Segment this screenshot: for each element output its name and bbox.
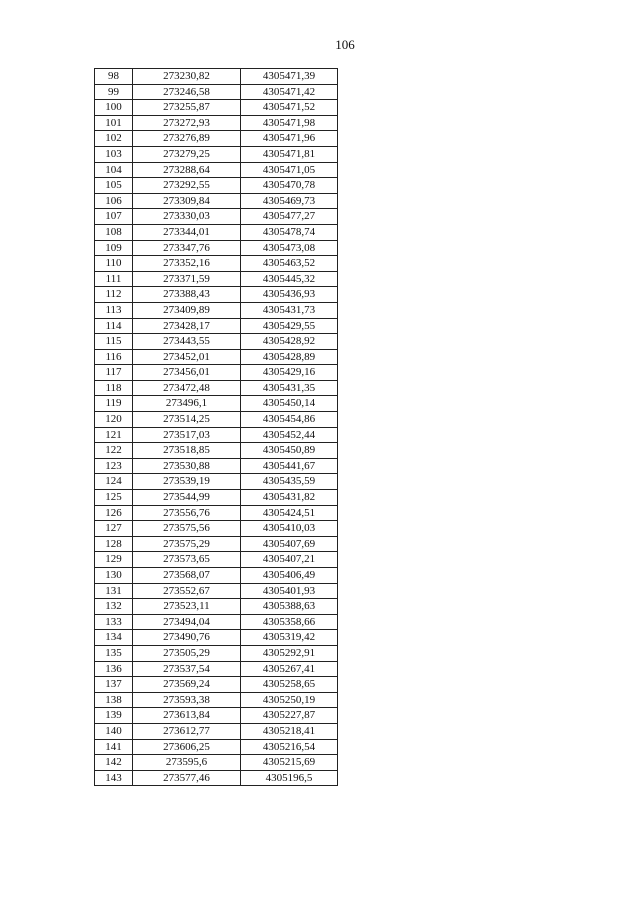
x-coordinate-cell: 273292,55 — [133, 178, 241, 194]
point-number-cell: 138 — [95, 692, 133, 708]
x-coordinate-cell: 273568,07 — [133, 568, 241, 584]
table-row — [95, 131, 338, 147]
table-row — [95, 146, 338, 162]
y-coordinate-cell: 4305469,73 — [241, 193, 338, 209]
y-coordinate-cell: 4305473,08 — [241, 240, 338, 256]
coordinates-table — [94, 68, 338, 786]
y-coordinate-cell: 4305429,55 — [241, 318, 338, 334]
table-row — [95, 505, 338, 521]
table-row — [95, 256, 338, 272]
point-number-cell: 112 — [95, 287, 133, 303]
y-coordinate-cell: 4305216,54 — [241, 739, 338, 755]
x-coordinate-cell: 273518,85 — [133, 443, 241, 459]
table-row — [95, 708, 338, 724]
y-coordinate-cell: 4305431,82 — [241, 490, 338, 506]
x-coordinate-cell: 273288,64 — [133, 162, 241, 178]
point-number-cell: 130 — [95, 568, 133, 584]
y-coordinate-cell: 4305319,42 — [241, 630, 338, 646]
y-coordinate-cell: 4305435,59 — [241, 474, 338, 490]
x-coordinate-cell: 273496,1 — [133, 396, 241, 412]
x-coordinate-cell: 273255,87 — [133, 100, 241, 116]
point-number-cell: 127 — [95, 521, 133, 537]
x-coordinate-cell: 273577,46 — [133, 770, 241, 786]
table-row — [95, 614, 338, 630]
table-row — [95, 69, 338, 85]
table-row — [95, 770, 338, 786]
y-coordinate-cell: 4305471,42 — [241, 84, 338, 100]
point-number-cell: 135 — [95, 645, 133, 661]
table-row — [95, 490, 338, 506]
point-number-cell: 111 — [95, 271, 133, 287]
x-coordinate-cell: 273409,89 — [133, 302, 241, 318]
y-coordinate-cell: 4305410,03 — [241, 521, 338, 537]
y-coordinate-cell: 4305358,66 — [241, 614, 338, 630]
point-number-cell: 98 — [95, 69, 133, 85]
y-coordinate-cell: 4305267,41 — [241, 661, 338, 677]
x-coordinate-cell: 273443,55 — [133, 334, 241, 350]
y-coordinate-cell: 4305424,51 — [241, 505, 338, 521]
x-coordinate-cell: 273371,59 — [133, 271, 241, 287]
x-coordinate-cell: 273494,04 — [133, 614, 241, 630]
y-coordinate-cell: 4305471,52 — [241, 100, 338, 116]
y-coordinate-cell: 4305428,89 — [241, 349, 338, 365]
point-number-cell: 99 — [95, 84, 133, 100]
y-coordinate-cell: 4305450,14 — [241, 396, 338, 412]
point-number-cell: 118 — [95, 380, 133, 396]
x-coordinate-cell: 273276,89 — [133, 131, 241, 147]
table-row — [95, 209, 338, 225]
y-coordinate-cell: 4305250,19 — [241, 692, 338, 708]
x-coordinate-cell: 273347,76 — [133, 240, 241, 256]
x-coordinate-cell: 273514,25 — [133, 412, 241, 428]
y-coordinate-cell: 4305471,96 — [241, 131, 338, 147]
point-number-cell: 122 — [95, 443, 133, 459]
point-number-cell: 124 — [95, 474, 133, 490]
y-coordinate-cell: 4305388,63 — [241, 599, 338, 615]
x-coordinate-cell: 273575,56 — [133, 521, 241, 537]
x-coordinate-cell: 273595,6 — [133, 755, 241, 771]
table-row — [95, 349, 338, 365]
x-coordinate-cell: 273537,54 — [133, 661, 241, 677]
table-row — [95, 599, 338, 615]
table-row — [95, 178, 338, 194]
y-coordinate-cell: 4305218,41 — [241, 723, 338, 739]
y-coordinate-cell: 4305406,49 — [241, 568, 338, 584]
y-coordinate-cell: 4305436,93 — [241, 287, 338, 303]
table-row — [95, 427, 338, 443]
table-row — [95, 723, 338, 739]
point-number-cell: 142 — [95, 755, 133, 771]
y-coordinate-cell: 4305470,78 — [241, 178, 338, 194]
x-coordinate-cell: 273352,16 — [133, 256, 241, 272]
point-number-cell: 137 — [95, 677, 133, 693]
table-row — [95, 536, 338, 552]
y-coordinate-cell: 4305477,27 — [241, 209, 338, 225]
table-row — [95, 755, 338, 771]
y-coordinate-cell: 4305471,39 — [241, 69, 338, 85]
y-coordinate-cell: 4305431,35 — [241, 380, 338, 396]
point-number-cell: 115 — [95, 334, 133, 350]
point-number-cell: 117 — [95, 365, 133, 381]
table-row — [95, 521, 338, 537]
y-coordinate-cell: 4305452,44 — [241, 427, 338, 443]
point-number-cell: 140 — [95, 723, 133, 739]
point-number-cell: 131 — [95, 583, 133, 599]
point-number-cell: 121 — [95, 427, 133, 443]
y-coordinate-cell: 4305471,98 — [241, 115, 338, 131]
x-coordinate-cell: 273272,93 — [133, 115, 241, 131]
page-number: 106 — [335, 37, 355, 52]
point-number-cell: 101 — [95, 115, 133, 131]
table-row — [95, 115, 338, 131]
table-row — [95, 552, 338, 568]
point-number-cell: 125 — [95, 490, 133, 506]
point-number-cell: 106 — [95, 193, 133, 209]
x-coordinate-cell: 273606,25 — [133, 739, 241, 755]
y-coordinate-cell: 4305401,93 — [241, 583, 338, 599]
x-coordinate-cell: 273573,65 — [133, 552, 241, 568]
y-coordinate-cell: 4305428,92 — [241, 334, 338, 350]
point-number-cell: 109 — [95, 240, 133, 256]
point-number-cell: 120 — [95, 412, 133, 428]
point-number-cell: 107 — [95, 209, 133, 225]
point-number-cell: 100 — [95, 100, 133, 116]
point-number-cell: 128 — [95, 536, 133, 552]
point-number-cell: 113 — [95, 302, 133, 318]
y-coordinate-cell: 4305445,32 — [241, 271, 338, 287]
table-row — [95, 240, 338, 256]
y-coordinate-cell: 4305227,87 — [241, 708, 338, 724]
x-coordinate-cell: 273530,88 — [133, 458, 241, 474]
table-row — [95, 645, 338, 661]
table-row — [95, 365, 338, 381]
y-coordinate-cell: 4305407,21 — [241, 552, 338, 568]
x-coordinate-cell: 273330,03 — [133, 209, 241, 225]
y-coordinate-cell: 4305441,67 — [241, 458, 338, 474]
point-number-cell: 103 — [95, 146, 133, 162]
x-coordinate-cell: 273344,01 — [133, 224, 241, 240]
x-coordinate-cell: 273552,67 — [133, 583, 241, 599]
table-row — [95, 474, 338, 490]
y-coordinate-cell: 4305471,05 — [241, 162, 338, 178]
x-coordinate-cell: 273472,48 — [133, 380, 241, 396]
x-coordinate-cell: 273505,29 — [133, 645, 241, 661]
table-row — [95, 224, 338, 240]
point-number-cell: 139 — [95, 708, 133, 724]
table-row — [95, 443, 338, 459]
point-number-cell: 126 — [95, 505, 133, 521]
table-row — [95, 100, 338, 116]
table-row — [95, 302, 338, 318]
y-coordinate-cell: 4305258,65 — [241, 677, 338, 693]
x-coordinate-cell: 273613,84 — [133, 708, 241, 724]
x-coordinate-cell: 273452,01 — [133, 349, 241, 365]
x-coordinate-cell: 273517,03 — [133, 427, 241, 443]
table-row — [95, 630, 338, 646]
table-row — [95, 396, 338, 412]
y-coordinate-cell: 4305429,16 — [241, 365, 338, 381]
table-row — [95, 84, 338, 100]
point-number-cell: 114 — [95, 318, 133, 334]
point-number-cell: 132 — [95, 599, 133, 615]
x-coordinate-cell: 273575,29 — [133, 536, 241, 552]
table-row — [95, 583, 338, 599]
x-coordinate-cell: 273279,25 — [133, 146, 241, 162]
x-coordinate-cell: 273523,11 — [133, 599, 241, 615]
point-number-cell: 141 — [95, 739, 133, 755]
x-coordinate-cell: 273539,19 — [133, 474, 241, 490]
table-row — [95, 193, 338, 209]
y-coordinate-cell: 4305196,5 — [241, 770, 338, 786]
table-row — [95, 287, 338, 303]
point-number-cell: 129 — [95, 552, 133, 568]
y-coordinate-cell: 4305478,74 — [241, 224, 338, 240]
y-coordinate-cell: 4305450,89 — [241, 443, 338, 459]
coordinates-table-body — [95, 69, 338, 786]
table-row — [95, 661, 338, 677]
y-coordinate-cell: 4305215,69 — [241, 755, 338, 771]
point-number-cell: 133 — [95, 614, 133, 630]
point-number-cell: 143 — [95, 770, 133, 786]
table-row — [95, 692, 338, 708]
x-coordinate-cell: 273593,38 — [133, 692, 241, 708]
table-row — [95, 334, 338, 350]
table-row — [95, 162, 338, 178]
y-coordinate-cell: 4305292,91 — [241, 645, 338, 661]
y-coordinate-cell: 4305454,86 — [241, 412, 338, 428]
x-coordinate-cell: 273544,99 — [133, 490, 241, 506]
y-coordinate-cell: 4305471,81 — [241, 146, 338, 162]
table-row — [95, 318, 338, 334]
x-coordinate-cell: 273490,76 — [133, 630, 241, 646]
point-number-cell: 108 — [95, 224, 133, 240]
x-coordinate-cell: 273569,24 — [133, 677, 241, 693]
table-row — [95, 568, 338, 584]
table-row — [95, 677, 338, 693]
table-row — [95, 739, 338, 755]
table-row — [95, 271, 338, 287]
point-number-cell: 136 — [95, 661, 133, 677]
x-coordinate-cell: 273230,82 — [133, 69, 241, 85]
point-number-cell: 123 — [95, 458, 133, 474]
point-number-cell: 134 — [95, 630, 133, 646]
y-coordinate-cell: 4305463,52 — [241, 256, 338, 272]
y-coordinate-cell: 4305431,73 — [241, 302, 338, 318]
x-coordinate-cell: 273246,58 — [133, 84, 241, 100]
point-number-cell: 110 — [95, 256, 133, 272]
table-row — [95, 458, 338, 474]
table-row — [95, 412, 338, 428]
point-number-cell: 116 — [95, 349, 133, 365]
point-number-cell: 102 — [95, 131, 133, 147]
point-number-cell: 119 — [95, 396, 133, 412]
point-number-cell: 105 — [95, 178, 133, 194]
x-coordinate-cell: 273456,01 — [133, 365, 241, 381]
table-row — [95, 380, 338, 396]
point-number-cell: 104 — [95, 162, 133, 178]
x-coordinate-cell: 273388,43 — [133, 287, 241, 303]
x-coordinate-cell: 273428,17 — [133, 318, 241, 334]
x-coordinate-cell: 273556,76 — [133, 505, 241, 521]
x-coordinate-cell: 273612,77 — [133, 723, 241, 739]
y-coordinate-cell: 4305407,69 — [241, 536, 338, 552]
x-coordinate-cell: 273309,84 — [133, 193, 241, 209]
